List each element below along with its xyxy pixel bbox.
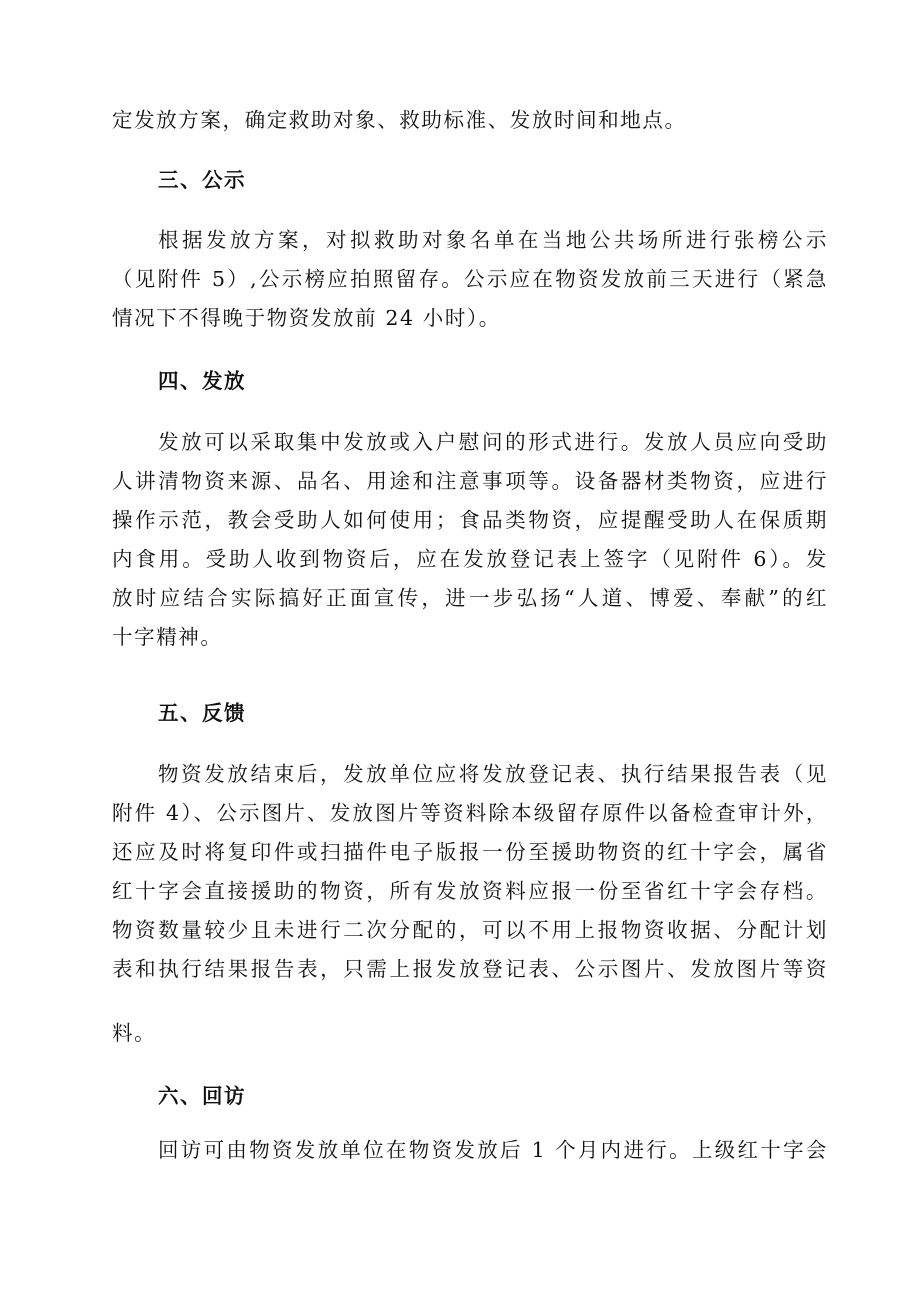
section-heading-feedback: 五、反馈: [158, 701, 246, 725]
paragraph-line: 还应及时将复印件或扫描件电子版报一份至援助物资的红十字会，属省: [112, 840, 828, 864]
section-heading-publicity: 三、公示: [158, 168, 246, 192]
paragraph-line: （见附件 5）,公示榜应拍照留存。公示应在物资发放前三天进行（紧急: [112, 267, 828, 291]
paragraph-line: 定发放方案，确定救助对象、救助标准、发放时间和地点。: [112, 108, 687, 132]
section-heading-distribution: 四、发放: [158, 369, 246, 393]
paragraph-line: 附件 4）、公示图片、发放图片等资料除本级留存原件以备检查审计外，: [112, 801, 828, 825]
paragraph-line: 人讲清物资来源、品名、用途和注意事项等。设备器材类物资，应进行: [112, 469, 828, 493]
paragraph-line: 物资数量较少且未进行二次分配的，可以不用上报物资收据、分配计划: [112, 918, 828, 942]
section-heading-follow-up: 六、回访: [158, 1084, 246, 1108]
paragraph-line: 回访可由物资发放单位在物资发放后 1 个月内进行。上级红十字会: [158, 1138, 828, 1162]
paragraph-line: 红十字会直接援助的物资，所有发放资料应报一份至省红十字会存档。: [112, 879, 828, 903]
paragraph-line: 表和执行结果报告表，只需上报发放登记表、公示图片、发放图片等资: [112, 957, 828, 981]
paragraph-line: 情况下不得晚于物资发放前 24 小时）。: [112, 306, 501, 330]
paragraph-line: 十字精神。: [112, 625, 223, 649]
paragraph-line: 发放可以采取集中发放或入户慰问的形式进行。发放人员应向受助: [158, 430, 828, 454]
paragraph-line: 料。: [112, 1021, 157, 1045]
paragraph-line: 内食用。受助人收到物资后，应在发放登记表上签字（见附件 6）。发: [112, 547, 828, 571]
paragraph-line: 根据发放方案，对拟救助对象名单在当地公共场所进行张榜公示: [158, 228, 828, 252]
paragraph-line: 操作示范，教会受助人如何使用；食品类物资，应提醒受助人在保质期: [112, 508, 828, 532]
paragraph-line: 放时应结合实际搞好正面宣传，进一步弘扬“人道、博爱、奉献”的红: [112, 586, 828, 610]
paragraph-line: 物资发放结束后，发放单位应将发放登记表、执行结果报告表（见: [158, 762, 828, 786]
